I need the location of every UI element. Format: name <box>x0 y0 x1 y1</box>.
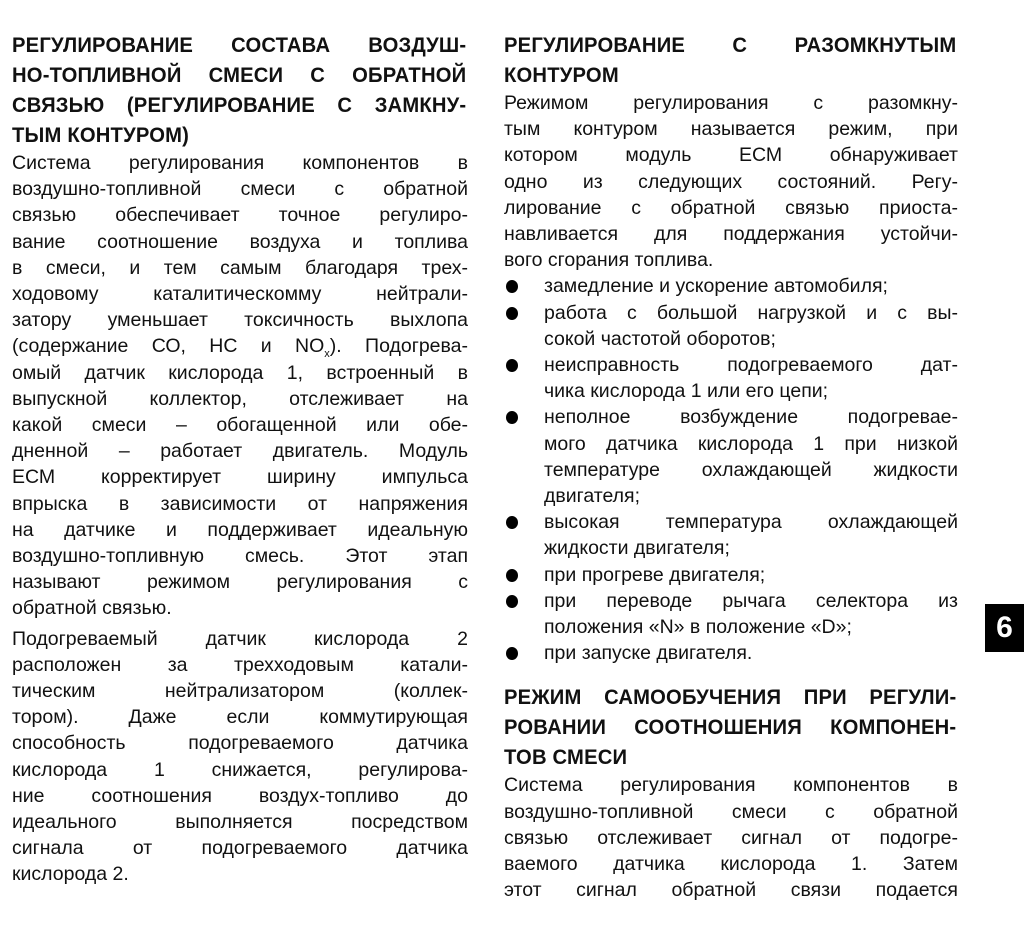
text-line: ние соотношения воздух-топливо до <box>12 784 468 807</box>
text-line: называют режимом регулирования с <box>12 571 468 594</box>
text-line: навливается для поддержания устойчи- <box>504 223 958 246</box>
chapter-tab <box>985 604 1024 652</box>
text-line: ваемого датчика кислорода 1. Затем <box>504 853 958 876</box>
heading-line: РОВАНИИ СООТНОШЕНИЯ КОМПОНЕН- <box>504 715 957 740</box>
list-item-line: замедление и ускорение автомобиля; <box>544 275 888 298</box>
heading-line: ТОВ СМЕСИ <box>504 745 628 770</box>
list-item <box>504 509 958 561</box>
open-loop-conditions-list <box>504 273 958 666</box>
list-item-line: неполное возбуждение подогревае- <box>544 406 958 429</box>
list-item-line: положения «N» в положение «D»; <box>544 616 852 639</box>
list-item <box>504 404 958 509</box>
text-line: котором модуль ЕСМ обнаруживает <box>504 144 958 167</box>
text-line: кислорода 2. <box>12 863 129 886</box>
text-line: ЕСМ корректирует ширину импульса <box>12 466 468 489</box>
text-line: Система регулирования компонентов в <box>12 152 468 174</box>
chapter-number: 6 <box>996 611 1013 644</box>
text-line: связью отслеживает сигнал от подогре- <box>504 826 958 849</box>
text-line: ходовому каталитическомму нейтрали- <box>12 283 468 306</box>
list-item-line: при запуске двигателя. <box>544 642 753 665</box>
section-heading-closed-loop <box>12 30 466 150</box>
text-line: Режимом регулирования с разомкну- <box>504 92 958 114</box>
list-item-line: при переводе рычага селектора из <box>544 589 958 612</box>
text-line: обратной связью. <box>12 597 172 620</box>
list-item-line: неисправность подогреваемого дат- <box>544 354 958 377</box>
heading-line: КОНТУРОМ <box>504 63 619 87</box>
text-line: впрыска в зависимости от напряжения <box>12 492 468 515</box>
list-item-line: жидкости двигателя; <box>544 537 730 560</box>
heading-line: ТЫМ КОНТУРОМ) <box>12 123 190 147</box>
list-item-line: высокая температура охлаждающей <box>544 511 958 534</box>
section-heading-self-learning <box>504 682 956 772</box>
bullet-icon <box>506 595 518 608</box>
text-line: расположен за трехходовым катали- <box>12 653 468 676</box>
text-line: воздушно-топливную смесь. Этот этап <box>12 545 468 568</box>
text-line: связью обеспечивает точное регулиро- <box>12 204 468 227</box>
list-item <box>504 562 958 588</box>
bullet-icon <box>506 411 518 424</box>
text-line-nox <box>12 333 468 359</box>
list-item <box>504 273 958 299</box>
text-line: воздушно-топливной смеси с обратной <box>504 800 958 823</box>
right-column <box>504 30 958 903</box>
text-line: Подогреваемый датчик кислорода 2 <box>12 627 468 650</box>
text-line: воздушно-топливной смеси с обратной <box>12 178 468 201</box>
list-item-line: чика кислорода 1 или его цепи; <box>544 380 829 403</box>
text-line: одно из следующих состояний. Регу- <box>504 170 958 193</box>
text-line: лирование с обратной связью приоста- <box>504 196 958 219</box>
text-line: этот сигнал обратной связи подается <box>504 879 958 902</box>
text-line: затору уменьшает токсичность выхлопа <box>12 309 468 332</box>
list-item <box>504 352 958 404</box>
text-line: омый датчик кислорода 1, встроенный в <box>12 361 468 384</box>
text-line: дненной – работает двигатель. Модуль <box>12 440 468 463</box>
list-item <box>504 300 958 352</box>
text-line: вание соотношение воздуха и топлива <box>12 230 468 253</box>
text-line: сигнала от подогреваемого датчика <box>12 837 468 860</box>
left-column <box>12 30 468 888</box>
nox-subscript: x <box>324 348 330 361</box>
paragraph-self-learning <box>504 772 958 903</box>
list-item-line: двигателя; <box>544 485 640 508</box>
text-line: тором). Даже если коммутирующая <box>12 706 468 729</box>
text-line: в смеси, и тем самым благодаря трех- <box>12 256 468 279</box>
list-item-line: при прогреве двигателя; <box>544 563 766 586</box>
paragraph-oxygen-sensor-2 <box>12 626 468 888</box>
text-line: способность подогреваемого датчика <box>12 732 468 755</box>
bullet-icon <box>506 280 518 293</box>
text-line: тым контуром называется режим, при <box>504 118 958 141</box>
bullet-icon <box>506 307 518 320</box>
text-line: на датчике и поддерживает идеальную <box>12 518 468 541</box>
list-item-line: работа с большой нагрузкой и с вы- <box>544 301 958 324</box>
text-line: какой смеси – обогащенной или обе- <box>12 414 468 437</box>
list-item-line: мого датчика кислорода 1 при низкой <box>544 432 958 455</box>
paragraph-open-loop <box>504 90 958 273</box>
paragraph-closed-loop-intro <box>12 150 468 622</box>
bullet-icon <box>506 516 518 529</box>
text-line: вого сгорания топлива. <box>504 249 714 272</box>
text-line: идеального выполняется посредством <box>12 811 468 834</box>
text-line: Система регулирования компонентов в <box>504 774 958 797</box>
list-item <box>504 640 958 666</box>
heading-line: РЕГУЛИРОВАНИЕ С РАЗОМКНУТЫМ <box>504 33 957 57</box>
bullet-icon <box>506 569 518 582</box>
list-item-line: сокой частотой оборотов; <box>544 327 776 350</box>
text-line: выпускной коллектор, отслеживает на <box>12 387 468 410</box>
text-fragment: ). Подогрева- <box>329 335 468 358</box>
list-item <box>504 588 958 640</box>
section-heading-open-loop <box>504 30 956 90</box>
bullet-icon <box>506 359 518 372</box>
bullet-icon <box>506 647 518 660</box>
text-line: тическим нейтрализатором (коллек- <box>12 680 468 703</box>
heading-line: НО-ТОПЛИВНОЙ СМЕСИ С ОБРАТНОЙ <box>12 63 467 87</box>
text-line: кислорода 1 снижается, регулирова- <box>12 758 468 781</box>
text-fragment: (содержание СО, НС и NO <box>12 335 325 358</box>
heading-line: РЕГУЛИРОВАНИЕ СОСТАВА ВОЗДУШ- <box>12 33 467 57</box>
heading-line: СВЯЗЬЮ (РЕГУЛИРОВАНИЕ С ЗАМКНУ- <box>12 93 467 117</box>
list-item-line: температуре охлаждающей жидкости <box>544 458 958 481</box>
heading-line: РЕЖИМ САМООБУЧЕНИЯ ПРИ РЕГУЛИ- <box>504 685 957 710</box>
